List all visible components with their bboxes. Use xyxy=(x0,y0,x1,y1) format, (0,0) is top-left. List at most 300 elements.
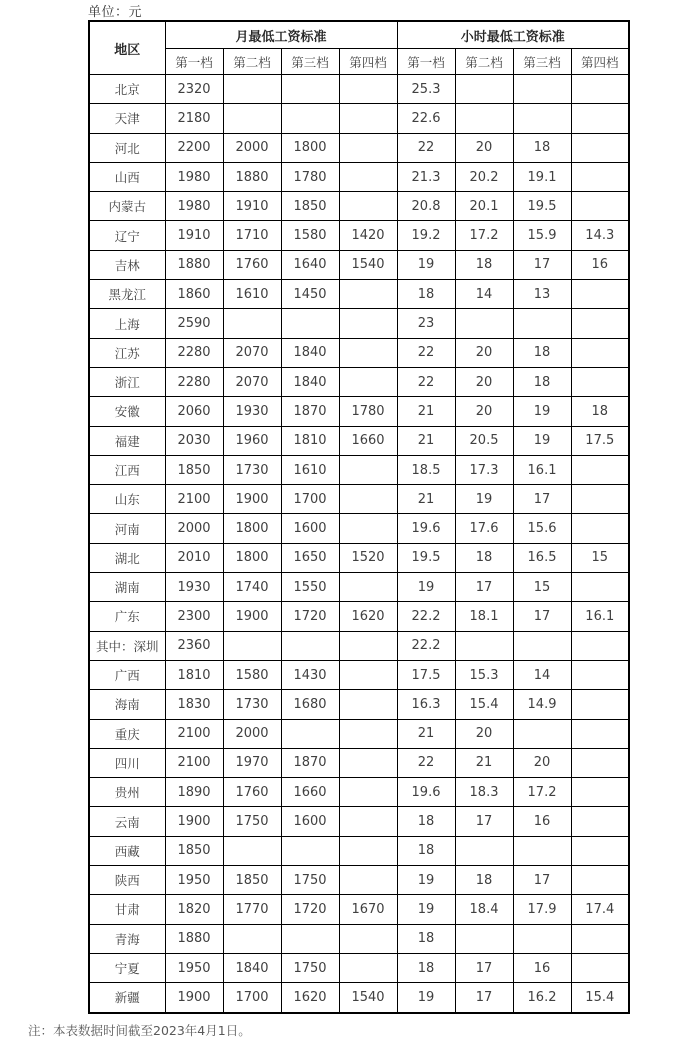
hourly-tier-4-cell: 16.1 xyxy=(571,602,629,631)
monthly-tier-1-cell: 2100 xyxy=(165,748,223,777)
monthly-tier-2-cell: 1960 xyxy=(223,426,281,455)
table-row xyxy=(89,514,629,543)
hourly-tier-1-cell: 18 xyxy=(397,836,455,865)
monthly-tier-1-cell: 1950 xyxy=(165,953,223,982)
hourly-tier-3-cell: 16 xyxy=(513,807,571,836)
monthly-tier-3-cell: 1550 xyxy=(281,573,339,602)
region-cell: 湖北 xyxy=(89,543,165,572)
monthly-tier-1-cell: 1980 xyxy=(165,162,223,191)
hourly-tier-3-cell: 16.2 xyxy=(513,983,571,1013)
monthly-tier-1-cell: 2300 xyxy=(165,602,223,631)
hourly-tier-2-cell: 17.2 xyxy=(455,221,513,250)
monthly-tier-1-cell: 1900 xyxy=(165,983,223,1013)
monthly-tier-3-cell xyxy=(281,719,339,748)
header-tier-monthly-1: 第一档 xyxy=(165,49,223,75)
monthly-tier-3-cell: 1600 xyxy=(281,807,339,836)
monthly-tier-4-cell xyxy=(339,133,397,162)
hourly-tier-3-cell xyxy=(513,309,571,338)
hourly-tier-3-cell: 17 xyxy=(513,250,571,279)
hourly-tier-1-cell: 22.2 xyxy=(397,602,455,631)
region-cell: 陕西 xyxy=(89,866,165,895)
monthly-tier-2-cell: 1580 xyxy=(223,660,281,689)
region-cell: 江苏 xyxy=(89,338,165,367)
hourly-tier-3-cell: 14 xyxy=(513,660,571,689)
monthly-tier-3-cell: 1780 xyxy=(281,162,339,191)
hourly-tier-4-cell xyxy=(571,514,629,543)
region-cell: 黑龙江 xyxy=(89,280,165,309)
monthly-tier-1-cell: 2280 xyxy=(165,367,223,396)
table-row xyxy=(89,660,629,689)
monthly-tier-1-cell: 2100 xyxy=(165,485,223,514)
monthly-tier-1-cell: 1830 xyxy=(165,690,223,719)
region-cell: 甘肃 xyxy=(89,895,165,924)
minimum-wage-table xyxy=(88,20,630,1014)
table-row xyxy=(89,455,629,484)
hourly-tier-2-cell xyxy=(455,75,513,104)
monthly-tier-2-cell: 1740 xyxy=(223,573,281,602)
table-row xyxy=(89,543,629,572)
hourly-tier-2-cell: 17.6 xyxy=(455,514,513,543)
table-row xyxy=(89,983,629,1013)
monthly-tier-4-cell xyxy=(339,953,397,982)
unit-label: 单位：元 xyxy=(88,5,143,20)
header-group-row xyxy=(89,21,629,49)
hourly-tier-2-cell: 15.4 xyxy=(455,690,513,719)
hourly-tier-4-cell xyxy=(571,953,629,982)
header-tier-hourly-1: 第一档 xyxy=(397,49,455,75)
hourly-tier-3-cell: 19 xyxy=(513,397,571,426)
hourly-tier-2-cell: 20 xyxy=(455,133,513,162)
monthly-tier-2-cell: 1930 xyxy=(223,397,281,426)
monthly-tier-2-cell: 1730 xyxy=(223,455,281,484)
hourly-tier-2-cell xyxy=(455,309,513,338)
table-row xyxy=(89,250,629,279)
hourly-tier-2-cell: 18.1 xyxy=(455,602,513,631)
monthly-tier-1-cell: 1810 xyxy=(165,660,223,689)
monthly-tier-2-cell xyxy=(223,309,281,338)
hourly-tier-3-cell: 15 xyxy=(513,573,571,602)
monthly-tier-3-cell: 1840 xyxy=(281,367,339,396)
region-cell: 云南 xyxy=(89,807,165,836)
hourly-tier-1-cell: 19 xyxy=(397,250,455,279)
hourly-tier-1-cell: 16.3 xyxy=(397,690,455,719)
monthly-tier-1-cell: 2060 xyxy=(165,397,223,426)
hourly-tier-4-cell xyxy=(571,690,629,719)
monthly-tier-4-cell xyxy=(339,924,397,953)
monthly-tier-4-cell xyxy=(339,836,397,865)
monthly-tier-2-cell xyxy=(223,631,281,660)
region-cell: 上海 xyxy=(89,309,165,338)
hourly-tier-3-cell: 15.6 xyxy=(513,514,571,543)
monthly-tier-2-cell: 1750 xyxy=(223,807,281,836)
table-row xyxy=(89,338,629,367)
monthly-tier-3-cell: 1750 xyxy=(281,953,339,982)
hourly-tier-3-cell: 16.5 xyxy=(513,543,571,572)
monthly-tier-1-cell: 2280 xyxy=(165,338,223,367)
hourly-tier-1-cell: 19.6 xyxy=(397,514,455,543)
hourly-tier-2-cell: 17 xyxy=(455,807,513,836)
monthly-tier-2-cell: 1850 xyxy=(223,866,281,895)
monthly-tier-3-cell: 1610 xyxy=(281,455,339,484)
hourly-tier-4-cell xyxy=(571,338,629,367)
monthly-tier-3-cell: 1720 xyxy=(281,602,339,631)
hourly-tier-3-cell: 19.5 xyxy=(513,192,571,221)
hourly-tier-3-cell: 18 xyxy=(513,133,571,162)
hourly-tier-3-cell: 17 xyxy=(513,485,571,514)
monthly-tier-3-cell xyxy=(281,309,339,338)
monthly-tier-3-cell xyxy=(281,631,339,660)
monthly-tier-2-cell: 1800 xyxy=(223,543,281,572)
hourly-tier-1-cell: 19 xyxy=(397,866,455,895)
monthly-tier-1-cell: 2360 xyxy=(165,631,223,660)
monthly-tier-3-cell: 1840 xyxy=(281,338,339,367)
hourly-tier-2-cell: 19 xyxy=(455,485,513,514)
hourly-tier-2-cell: 20.1 xyxy=(455,192,513,221)
header-region: 地区 xyxy=(89,21,165,75)
hourly-tier-1-cell: 22 xyxy=(397,748,455,777)
monthly-tier-4-cell: 1420 xyxy=(339,221,397,250)
table-row xyxy=(89,192,629,221)
hourly-tier-3-cell: 18 xyxy=(513,338,571,367)
hourly-tier-2-cell: 14 xyxy=(455,280,513,309)
monthly-tier-2-cell: 1800 xyxy=(223,514,281,543)
monthly-tier-4-cell: 1540 xyxy=(339,250,397,279)
region-cell: 新疆 xyxy=(89,983,165,1013)
hourly-tier-1-cell: 20.8 xyxy=(397,192,455,221)
monthly-tier-4-cell xyxy=(339,748,397,777)
monthly-tier-3-cell: 1850 xyxy=(281,192,339,221)
hourly-tier-1-cell: 19 xyxy=(397,895,455,924)
header-tier-row xyxy=(89,49,629,75)
monthly-tier-2-cell: 1910 xyxy=(223,192,281,221)
region-cell: 贵州 xyxy=(89,778,165,807)
hourly-tier-1-cell: 18 xyxy=(397,953,455,982)
monthly-tier-3-cell xyxy=(281,836,339,865)
region-cell: 湖南 xyxy=(89,573,165,602)
table-row xyxy=(89,602,629,631)
monthly-tier-4-cell xyxy=(339,309,397,338)
monthly-tier-3-cell: 1810 xyxy=(281,426,339,455)
hourly-tier-3-cell xyxy=(513,631,571,660)
monthly-tier-4-cell xyxy=(339,573,397,602)
hourly-tier-4-cell xyxy=(571,807,629,836)
hourly-tier-1-cell: 25.3 xyxy=(397,75,455,104)
hourly-tier-1-cell: 19 xyxy=(397,983,455,1013)
monthly-tier-1-cell: 1930 xyxy=(165,573,223,602)
table-body xyxy=(89,75,629,1013)
hourly-tier-4-cell xyxy=(571,455,629,484)
hourly-tier-3-cell: 19 xyxy=(513,426,571,455)
table-row xyxy=(89,836,629,865)
hourly-tier-2-cell xyxy=(455,104,513,133)
header-hourly-group: 小时最低工资标准 xyxy=(397,21,629,49)
table-row xyxy=(89,573,629,602)
hourly-tier-2-cell: 20 xyxy=(455,397,513,426)
monthly-tier-3-cell: 1800 xyxy=(281,133,339,162)
monthly-tier-2-cell: 2070 xyxy=(223,338,281,367)
table-header xyxy=(89,21,629,75)
hourly-tier-4-cell xyxy=(571,778,629,807)
hourly-tier-4-cell xyxy=(571,192,629,221)
monthly-tier-1-cell: 1980 xyxy=(165,192,223,221)
region-cell: 浙江 xyxy=(89,367,165,396)
monthly-tier-4-cell xyxy=(339,455,397,484)
hourly-tier-4-cell xyxy=(571,280,629,309)
hourly-tier-3-cell: 17 xyxy=(513,866,571,895)
monthly-tier-4-cell xyxy=(339,485,397,514)
monthly-tier-2-cell xyxy=(223,836,281,865)
hourly-tier-3-cell: 13 xyxy=(513,280,571,309)
monthly-tier-4-cell xyxy=(339,104,397,133)
region-cell: 江西 xyxy=(89,455,165,484)
region-cell: 青海 xyxy=(89,924,165,953)
monthly-tier-4-cell: 1660 xyxy=(339,426,397,455)
monthly-tier-4-cell xyxy=(339,514,397,543)
hourly-tier-4-cell xyxy=(571,748,629,777)
hourly-tier-4-cell: 15 xyxy=(571,543,629,572)
monthly-tier-3-cell: 1720 xyxy=(281,895,339,924)
monthly-tier-3-cell: 1650 xyxy=(281,543,339,572)
monthly-tier-4-cell: 1520 xyxy=(339,543,397,572)
hourly-tier-3-cell: 18 xyxy=(513,367,571,396)
hourly-tier-3-cell: 17.9 xyxy=(513,895,571,924)
table-row xyxy=(89,309,629,338)
hourly-tier-4-cell xyxy=(571,924,629,953)
region-cell: 天津 xyxy=(89,104,165,133)
hourly-tier-1-cell: 19.5 xyxy=(397,543,455,572)
monthly-tier-2-cell xyxy=(223,104,281,133)
monthly-tier-1-cell: 1880 xyxy=(165,250,223,279)
hourly-tier-4-cell: 17.4 xyxy=(571,895,629,924)
monthly-tier-3-cell: 1600 xyxy=(281,514,339,543)
hourly-tier-1-cell: 21.3 xyxy=(397,162,455,191)
table-row xyxy=(89,133,629,162)
monthly-tier-4-cell xyxy=(339,778,397,807)
monthly-tier-1-cell: 1900 xyxy=(165,807,223,836)
hourly-tier-2-cell xyxy=(455,631,513,660)
region-cell: 北京 xyxy=(89,75,165,104)
monthly-tier-2-cell xyxy=(223,924,281,953)
header-tier-monthly-3: 第三档 xyxy=(281,49,339,75)
hourly-tier-3-cell: 16.1 xyxy=(513,455,571,484)
monthly-tier-4-cell: 1780 xyxy=(339,397,397,426)
hourly-tier-1-cell: 17.5 xyxy=(397,660,455,689)
monthly-tier-2-cell: 2070 xyxy=(223,367,281,396)
hourly-tier-4-cell xyxy=(571,309,629,338)
hourly-tier-4-cell xyxy=(571,133,629,162)
region-cell: 宁夏 xyxy=(89,953,165,982)
monthly-tier-1-cell: 2030 xyxy=(165,426,223,455)
monthly-tier-4-cell xyxy=(339,631,397,660)
table-row xyxy=(89,485,629,514)
monthly-tier-4-cell xyxy=(339,719,397,748)
monthly-tier-3-cell: 1870 xyxy=(281,397,339,426)
header-tier-hourly-4: 第四档 xyxy=(571,49,629,75)
hourly-tier-4-cell: 15.4 xyxy=(571,983,629,1013)
region-cell: 吉林 xyxy=(89,250,165,279)
monthly-tier-2-cell: 1760 xyxy=(223,778,281,807)
table-row xyxy=(89,104,629,133)
hourly-tier-3-cell: 14.9 xyxy=(513,690,571,719)
hourly-tier-1-cell: 19 xyxy=(397,573,455,602)
hourly-tier-3-cell xyxy=(513,75,571,104)
monthly-tier-3-cell xyxy=(281,75,339,104)
hourly-tier-3-cell: 17.2 xyxy=(513,778,571,807)
monthly-tier-4-cell xyxy=(339,807,397,836)
monthly-tier-1-cell: 1890 xyxy=(165,778,223,807)
hourly-tier-1-cell: 19.2 xyxy=(397,221,455,250)
hourly-tier-1-cell: 22 xyxy=(397,133,455,162)
hourly-tier-4-cell xyxy=(571,75,629,104)
table-row xyxy=(89,690,629,719)
region-cell: 广东 xyxy=(89,602,165,631)
monthly-tier-2-cell: 1730 xyxy=(223,690,281,719)
hourly-tier-1-cell: 21 xyxy=(397,426,455,455)
hourly-tier-4-cell xyxy=(571,866,629,895)
hourly-tier-3-cell xyxy=(513,719,571,748)
region-cell: 四川 xyxy=(89,748,165,777)
monthly-tier-3-cell: 1680 xyxy=(281,690,339,719)
hourly-tier-1-cell: 22 xyxy=(397,367,455,396)
monthly-tier-4-cell xyxy=(339,866,397,895)
table-row xyxy=(89,397,629,426)
region-cell: 其中：深圳 xyxy=(89,631,165,660)
hourly-tier-2-cell xyxy=(455,924,513,953)
hourly-tier-1-cell: 23 xyxy=(397,309,455,338)
hourly-tier-1-cell: 18.5 xyxy=(397,455,455,484)
monthly-tier-3-cell: 1450 xyxy=(281,280,339,309)
monthly-tier-2-cell: 1760 xyxy=(223,250,281,279)
monthly-tier-3-cell: 1620 xyxy=(281,983,339,1013)
hourly-tier-4-cell: 16 xyxy=(571,250,629,279)
monthly-tier-3-cell: 1750 xyxy=(281,866,339,895)
hourly-tier-2-cell: 20 xyxy=(455,338,513,367)
hourly-tier-4-cell: 17.5 xyxy=(571,426,629,455)
monthly-tier-2-cell: 1610 xyxy=(223,280,281,309)
monthly-tier-1-cell: 2200 xyxy=(165,133,223,162)
monthly-tier-3-cell: 1660 xyxy=(281,778,339,807)
region-cell: 安徽 xyxy=(89,397,165,426)
monthly-tier-4-cell: 1540 xyxy=(339,983,397,1013)
table-row xyxy=(89,162,629,191)
monthly-tier-4-cell: 1620 xyxy=(339,602,397,631)
hourly-tier-2-cell: 20 xyxy=(455,719,513,748)
monthly-tier-4-cell xyxy=(339,280,397,309)
table-row xyxy=(89,778,629,807)
monthly-tier-2-cell: 1710 xyxy=(223,221,281,250)
monthly-tier-4-cell xyxy=(339,192,397,221)
monthly-tier-1-cell: 1860 xyxy=(165,280,223,309)
hourly-tier-4-cell xyxy=(571,573,629,602)
monthly-tier-2-cell: 1700 xyxy=(223,983,281,1013)
monthly-tier-3-cell: 1430 xyxy=(281,660,339,689)
table-row xyxy=(89,953,629,982)
hourly-tier-3-cell: 15.9 xyxy=(513,221,571,250)
header-tier-hourly-3: 第三档 xyxy=(513,49,571,75)
hourly-tier-1-cell: 19.6 xyxy=(397,778,455,807)
table-row xyxy=(89,866,629,895)
table-row xyxy=(89,631,629,660)
monthly-tier-4-cell xyxy=(339,162,397,191)
hourly-tier-4-cell: 18 xyxy=(571,397,629,426)
hourly-tier-4-cell xyxy=(571,367,629,396)
region-cell: 山西 xyxy=(89,162,165,191)
monthly-tier-1-cell: 2590 xyxy=(165,309,223,338)
footnote: 注：本表数据时间截至2023年4月1日。 xyxy=(28,1023,251,1038)
hourly-tier-1-cell: 21 xyxy=(397,485,455,514)
monthly-tier-4-cell xyxy=(339,338,397,367)
region-cell: 内蒙古 xyxy=(89,192,165,221)
hourly-tier-2-cell: 18.4 xyxy=(455,895,513,924)
header-tier-hourly-2: 第二档 xyxy=(455,49,513,75)
monthly-tier-3-cell: 1640 xyxy=(281,250,339,279)
monthly-tier-4-cell xyxy=(339,690,397,719)
monthly-tier-2-cell: 1880 xyxy=(223,162,281,191)
monthly-tier-3-cell: 1870 xyxy=(281,748,339,777)
hourly-tier-3-cell: 19.1 xyxy=(513,162,571,191)
region-cell: 辽宁 xyxy=(89,221,165,250)
hourly-tier-2-cell: 18.3 xyxy=(455,778,513,807)
monthly-tier-1-cell: 2180 xyxy=(165,104,223,133)
hourly-tier-3-cell: 16 xyxy=(513,953,571,982)
hourly-tier-2-cell: 20.2 xyxy=(455,162,513,191)
monthly-tier-1-cell: 1910 xyxy=(165,221,223,250)
hourly-tier-2-cell: 21 xyxy=(455,748,513,777)
region-cell: 重庆 xyxy=(89,719,165,748)
monthly-tier-1-cell: 2320 xyxy=(165,75,223,104)
region-cell: 山东 xyxy=(89,485,165,514)
region-cell: 河北 xyxy=(89,133,165,162)
monthly-tier-4-cell xyxy=(339,660,397,689)
hourly-tier-3-cell xyxy=(513,836,571,865)
monthly-tier-2-cell xyxy=(223,75,281,104)
hourly-tier-3-cell xyxy=(513,104,571,133)
monthly-tier-2-cell: 1900 xyxy=(223,602,281,631)
hourly-tier-1-cell: 18 xyxy=(397,807,455,836)
monthly-tier-1-cell: 1880 xyxy=(165,924,223,953)
table-row xyxy=(89,367,629,396)
hourly-tier-4-cell xyxy=(571,719,629,748)
monthly-tier-4-cell xyxy=(339,75,397,104)
table-row xyxy=(89,221,629,250)
hourly-tier-1-cell: 18 xyxy=(397,280,455,309)
monthly-tier-2-cell: 2000 xyxy=(223,719,281,748)
hourly-tier-1-cell: 22.6 xyxy=(397,104,455,133)
hourly-tier-2-cell: 17 xyxy=(455,983,513,1013)
region-cell: 西藏 xyxy=(89,836,165,865)
monthly-tier-2-cell: 1900 xyxy=(223,485,281,514)
hourly-tier-2-cell: 17.3 xyxy=(455,455,513,484)
table-row xyxy=(89,924,629,953)
monthly-tier-2-cell: 1970 xyxy=(223,748,281,777)
hourly-tier-2-cell xyxy=(455,836,513,865)
header-monthly-group: 月最低工资标准 xyxy=(165,21,397,49)
monthly-tier-2-cell: 1840 xyxy=(223,953,281,982)
region-cell: 福建 xyxy=(89,426,165,455)
monthly-tier-3-cell xyxy=(281,924,339,953)
hourly-tier-1-cell: 21 xyxy=(397,397,455,426)
hourly-tier-4-cell xyxy=(571,162,629,191)
monthly-tier-3-cell xyxy=(281,104,339,133)
hourly-tier-1-cell: 21 xyxy=(397,719,455,748)
monthly-tier-4-cell xyxy=(339,367,397,396)
monthly-tier-3-cell: 1700 xyxy=(281,485,339,514)
hourly-tier-3-cell: 17 xyxy=(513,602,571,631)
hourly-tier-2-cell: 18 xyxy=(455,866,513,895)
hourly-tier-4-cell xyxy=(571,485,629,514)
hourly-tier-4-cell: 14.3 xyxy=(571,221,629,250)
hourly-tier-4-cell xyxy=(571,836,629,865)
